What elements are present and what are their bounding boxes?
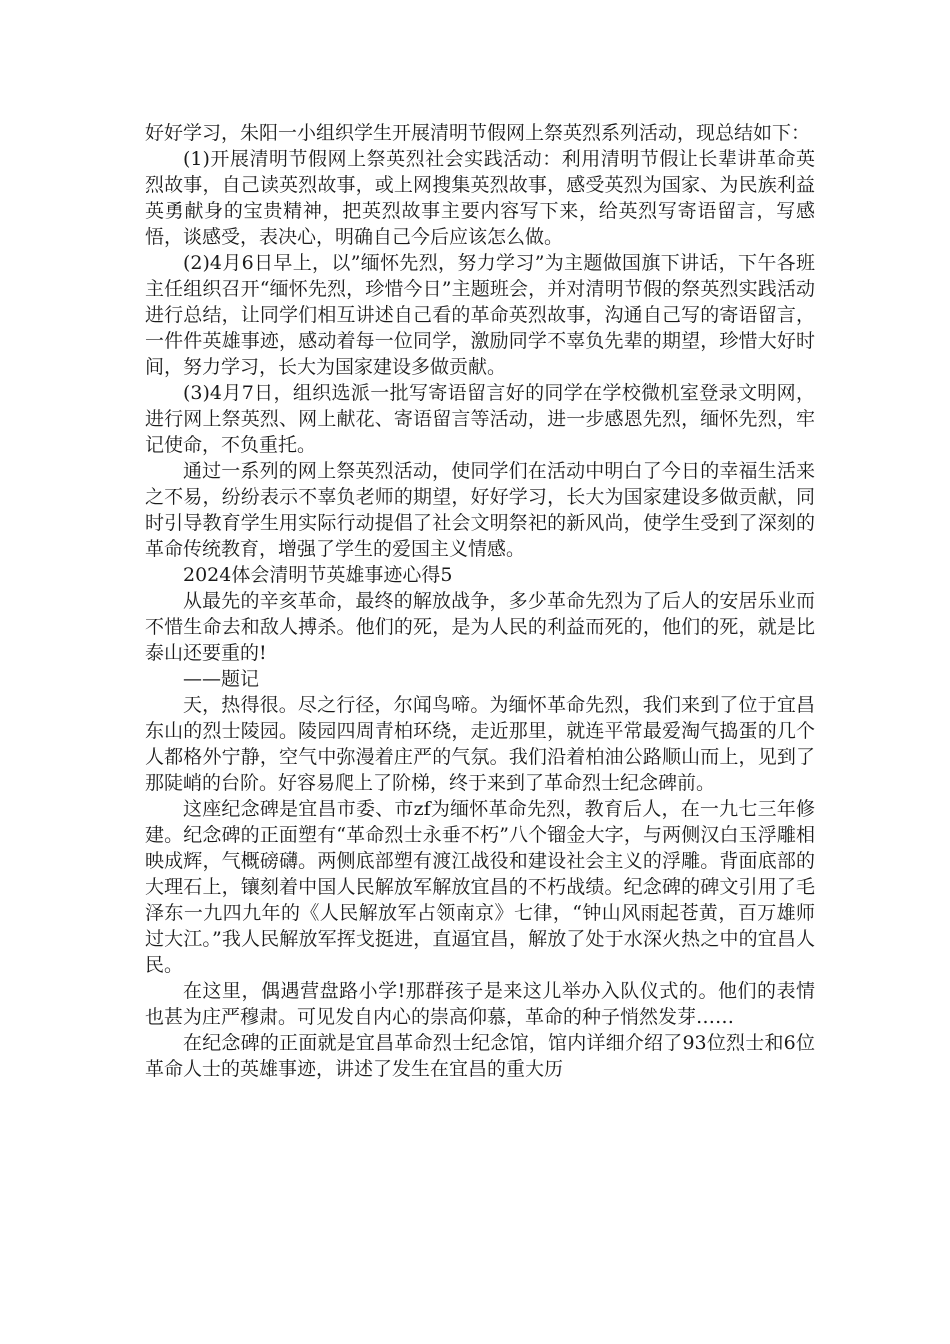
- paragraph-cemetery: 天，热得很。尽之行径，尔闻鸟啼。为缅怀革命先烈，我们来到了位于宜昌东山的烈士陵园。陵园四周青柏环绕，走近那里，就连平常最爱淘气捣蛋的几个人都格外宁静，空气中弥漫着庄严的气氛。我们沿着柏油公路顺山而上，见到了那陡峭的台阶。好容易爬上了阶梯，终于来到了革命烈士纪念碑前。: [145, 694, 815, 794]
- paragraph-memorial-hall: 在纪念碑的正面就是宜昌革命烈士纪念馆，馆内详细介绍了93位烈士和6位革命人士的英雄事迹，讲述了发生在宜昌的重大历: [145, 1032, 815, 1080]
- paragraph-activity-1: (1)开展清明节假网上祭英烈社会实践活动：利用清明节假让长辈讲革命英烈故事，自己读英烈故事，或上网搜集英烈故事，感受英烈为国家、为民族利益英勇献身的宝贵精神，把英烈故事主要内容写下来，给英烈写寄语留言，写感悟，谈感受，表决心，明确自己今后应该怎么做。: [145, 148, 815, 248]
- paragraph-summary: 通过一系列的网上祭英烈活动，使同学们在活动中明白了今日的幸福生活来之不易，纷纷表示不辜负老师的期望，好好学习，长大为国家建设多做贡献，同时引导教育学生用实际行动提倡了社会文明祭祀的新风尚，使学生受到了深刻的革命传统教育，增强了学生的爱国主义情感。: [145, 460, 815, 560]
- section-heading: 2024体会清明节英雄事迹心得5: [183, 564, 453, 586]
- epigraph-attribution: ——题记: [183, 668, 260, 690]
- paragraph-epigraph: 从最先的辛亥革命，最终的解放战争，多少革命先烈为了后人的安居乐业而不惜生命去和敌人搏杀。他们的死，是为人民的利益而死的，他们的死，就是比泰山还要重的!: [145, 590, 815, 664]
- document-page: [145, 120, 815, 1082]
- paragraph-school-visit: 在这里，偶遇营盘路小学!那群孩子是来这儿举办入队仪式的。他们的表情也甚为庄严穆肃。可见发自内心的崇高仰慕，革命的种子悄然发芽……: [145, 980, 815, 1028]
- paragraph-monument: 这座纪念碑是宜昌市委、市zf为缅怀革命先烈，教育后人，在一九七三年修建。纪念碑的正面塑有“革命烈士永垂不朽”八个镏金大字，与两侧汉白玉浮雕相映成辉，气概磅礴。两侧底部塑有渡江战役和建设社会主义的浮雕。背面底部的大理石上，镶刻着中国人民解放军解放宜昌的不朽战绩。纪念碑的碑文引用了毛泽东一九四九年的《人民解放军占领南京》七律，“钟山风雨起苍黄，百万雄师过大江。”我人民解放军挥戈挺进，直逼宜昌，解放了处于水深火热之中的宜昌人民。: [145, 798, 815, 976]
- paragraph-activity-3: (3)4月7日，组织选派一批写寄语留言好的同学在学校微机室登录文明网，进行网上祭英烈、网上献花、寄语留言等活动，进一步感恩先烈，缅怀先烈，牢记使命，不负重托。: [145, 382, 815, 456]
- paragraph-activity-2: (2)4月6日早上，以”缅怀先烈，努力学习”为主题做国旗下讲话，下午各班主任组织召开“缅怀先烈，珍惜今日”主题班会，并对清明节假的祭英烈实践活动进行总结，让同学们相互讲述自己看的革命英烈故事，沟通自己写的寄语留言，一件件英雄事迹，感动着每一位同学，激励同学不辜负先辈的期望，珍惜大好时间，努力学习，长大为国家建设多做贡献。: [145, 252, 815, 378]
- paragraph-intro: 好好学习，朱阳一小组织学生开展清明节假网上祭英烈系列活动，现总结如下：: [145, 122, 811, 144]
